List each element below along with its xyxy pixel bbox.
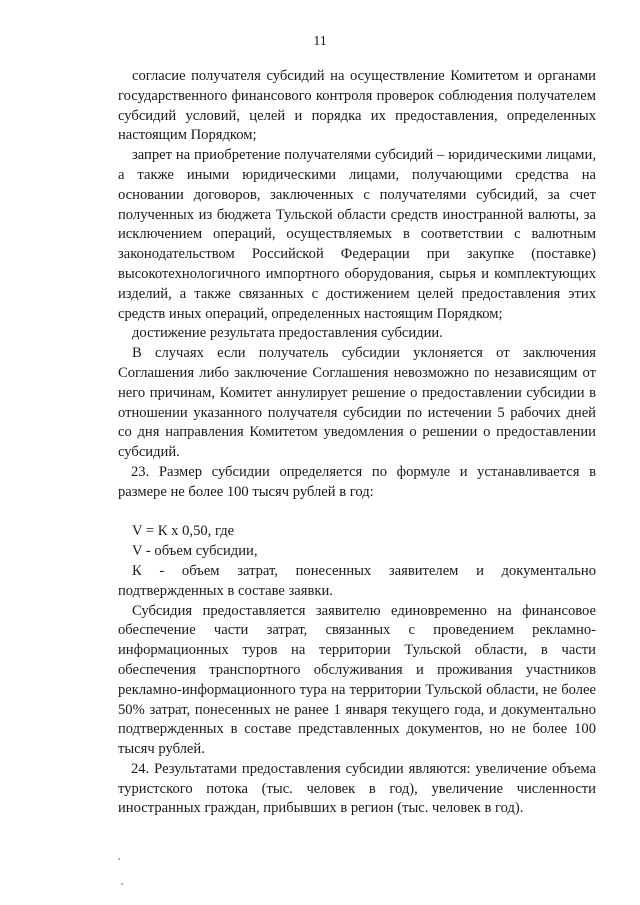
paragraph-23: 23. Размер субсидии определяется по формуле и устанавливается в размере не более 100 тысяч рублей в год: [118,463,596,500]
scan-speck [121,883,123,885]
paragraph-evasion: В случаях если получатель субсидии уклоняется от заключения Соглашения либо заключение Соглашения невозможно по независящим от него причинам, Комитет аннулирует решение о предоставлении субсидии в отношении указанного получателя субсидии по истечении 5 рабочих дней со дня направления Комитетом уведомления о решении о предоставлении субсидий. [118,345,596,461]
document-body [118,67,596,819]
paragraph-consent: согласие получателя субсидий на осуществление Комитетом и органами государственного финансового контроля проверок соблюдения получателем субсидий условий, целей и порядка их предоставления, определенных настоящим Порядком; [118,68,596,144]
page-number: 11 [313,34,327,49]
paragraph-currency-ban: запрет на приобретение получателями субсидий – юридическими лицами, а также иными юридическими лицами, получающими средства на основании договоров, заключенных с получателями субсидий, за счет полученных из бюджета Тульской области средств иностранной валюты, за исключением операций, осуществляемых в соответствии с валютным законодательством Российской Федерации при закупке (поставке) высокотехнологичного импортного оборудования, сырья и комплектующих изделий, а также связанных с достижением целей предоставления этих средств иных операций, определенных настоящим Порядком; [118,147,596,322]
paragraph-24: 24. Результатами предоставления субсидии являются: увеличение объема туристского потока (тыс. человек в год), увеличение численности иностранных граждан, прибывших в регион (тыс. человек в год). [118,760,596,817]
paragraph-subsidy-purpose: Субсидия предоставляется заявителю единовременно на финансовое обеспечение части затрат, связанных с проведением рекламно-информационных туров на территории Тульской области, в части обеспечения транспортного обслуживания и проживания участников рекламно-информационного тура на территории Тульской области, не более 50% затрат, понесенных не ранее 1 января текущего года, и документально подтвержденных в составе представленных документов, но не более 100 тысяч рублей. [118,602,596,758]
formula-v-definition: V - объем субсидии, [132,543,258,560]
scan-speck [118,858,120,860]
formula-k-definition: К - объем затрат, понесенных заявителем и документально подтвержденных в составе заявки. [118,562,596,599]
formula: V = К х 0,50, где [132,523,235,540]
paragraph-result: достижение результата предоставления субсидии. [132,325,443,342]
